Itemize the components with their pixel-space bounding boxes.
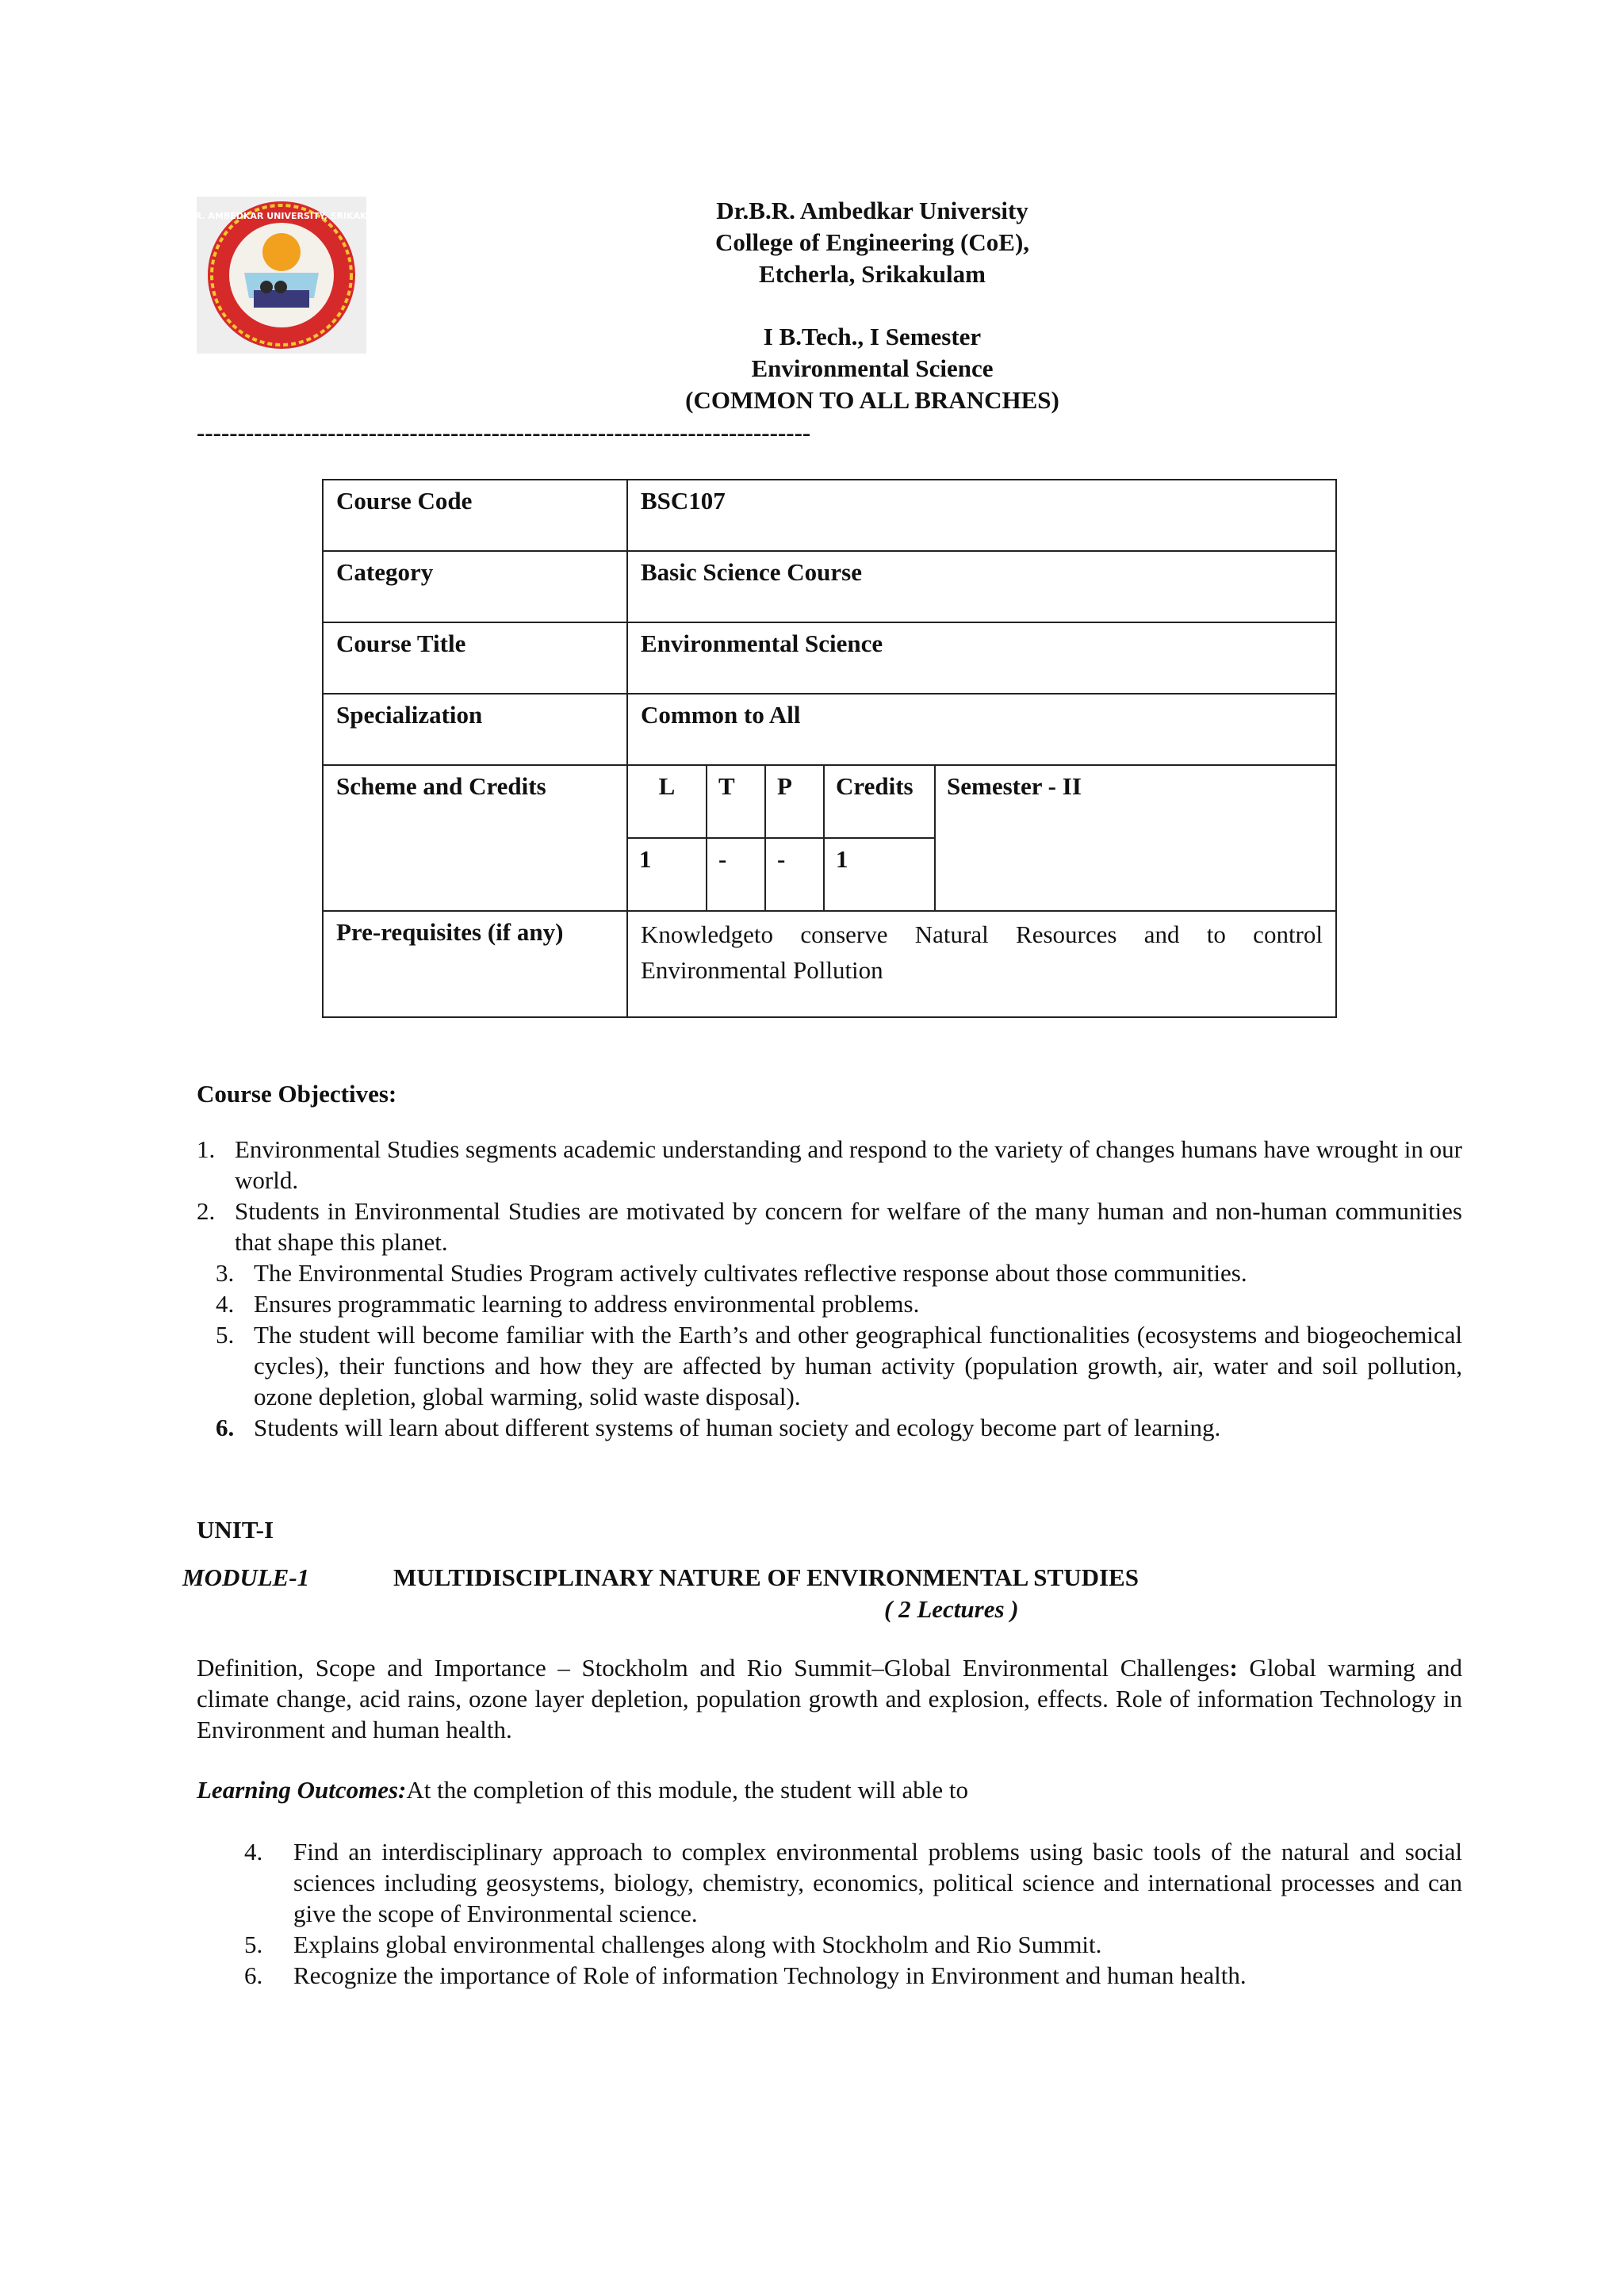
row-label: Category (323, 551, 627, 622)
scheme-header-row (323, 765, 1336, 838)
scheme-header-l: L (627, 765, 707, 838)
course-code-row (323, 480, 1336, 551)
unit-title: UNIT-I (197, 1516, 274, 1544)
category-row (323, 551, 1336, 622)
module-title: MULTIDISCIPLINARY NATURE OF ENVIRONMENTAL STUDIES (393, 1563, 1139, 1591)
list-item: 6. Students will learn about different systems of human society and ecology become part of learning. (216, 1414, 1221, 1441)
college-name: College of Engineering (CoE), (714, 228, 1030, 256)
specialization-row (323, 694, 1336, 765)
course-info-table (322, 479, 1337, 1018)
scheme-header-credits: Credits (824, 765, 935, 838)
list-item: 4. Ensures programmatic learning to address environmental problems. (216, 1290, 920, 1318)
row-value: Environmental Science (627, 622, 1336, 694)
scheme-label: Scheme and Credits (323, 765, 627, 911)
row-label: Course Code (323, 480, 627, 551)
list-item: 2. Students in Environmental Studies are motivated by concern for welfare of the many human and non-human communities that shape this planet. (197, 1197, 1462, 1256)
learning-outcomes-list (197, 1836, 1462, 1991)
objectives-heading: Course Objectives: (197, 1080, 397, 1108)
module-heading (182, 1563, 1530, 1592)
header-rule: --------------------------------------------------------------------------- (197, 419, 811, 446)
learning-outcomes-intro: Learning Outcomes:At the completion of this module, the student will able to (197, 1776, 968, 1804)
learning-outcomes-label: Learning Outcomes: (197, 1776, 407, 1804)
list-item: 1. Environmental Studies segments academic understanding and respond to the variety of changes humans have wrought in our world. (197, 1135, 1462, 1194)
row-label: Specialization (323, 694, 627, 765)
common-branches: (COMMON TO ALL BRANCHES) (685, 386, 1059, 414)
list-item: 6. Recognize the importance of Role of information Technology in Environment and human health. (244, 1961, 1247, 1989)
university-logo (168, 197, 395, 354)
document-header (428, 195, 1316, 416)
scheme-value-t: - (707, 838, 765, 911)
prerequisites-row (323, 911, 1336, 1017)
scheme-header-p: P (765, 765, 824, 838)
row-label: Course Title (323, 622, 627, 694)
row-value: Common to All (627, 694, 1336, 765)
scheme-semester: Semester - II (935, 765, 1336, 911)
row-value: BSC107 (627, 480, 1336, 551)
row-value: Knowledgeto conserve Natural Resources and to control Environmental Pollution (627, 911, 1336, 1017)
semester-title: I B.Tech., I Semester (763, 323, 982, 350)
list-item: 3. The Environmental Studies Program actively cultivates reflective response about those communities. (216, 1259, 1247, 1287)
college-location: Etcherla, Srikakulam (759, 260, 986, 288)
list-item: 5. Explains global environmental challenges along with Stockholm and Rio Summit. (244, 1931, 1102, 1958)
objectives-list (197, 1134, 1462, 1443)
module-label: MODULE-1 (182, 1563, 310, 1591)
row-value: Basic Science Course (627, 551, 1336, 622)
scheme-value-credits: 1 (824, 838, 935, 911)
scheme-header-t: T (707, 765, 765, 838)
subject-title: Environmental Science (751, 354, 994, 382)
row-label: Pre-requisites (if any) (323, 911, 627, 1017)
module-description: Definition, Scope and Importance – Stockholm and Rio Summit–Global Environmental Challenges: Global warming and climate change, acid rains, ozone layer depletion, population growth and explosion, effects. Role of information Technology in Environment and human health. (197, 1654, 1463, 1743)
scheme-value-l: 1 (627, 838, 707, 911)
logo-text: Dr. B.R. AMBEDKAR UNIVERSITY, SRIKAKULAM (168, 211, 395, 221)
module-lectures: ( 2 Lectures ) (884, 1595, 1019, 1623)
list-item: 4. Find an interdisciplinary approach to complex environmental problems using basic tools of the natural and social sciences including geosystems, biology, chemistry, economics, political science and international processes and can give the scope of Environmental science. (244, 1838, 1462, 1927)
university-name: Dr.B.R. Ambedkar University (716, 197, 1028, 224)
scheme-value-p: - (765, 838, 824, 911)
course-title-row (323, 622, 1336, 694)
list-item: 5. The student will become familiar with the Earth’s and other geographical functionalities (ecosystems and biogeochemical cycles), their functions and how they are affected by human activity (population growth, air, water and soil pollution, ozone depletion, global warming, solid waste disposal). (216, 1321, 1462, 1410)
